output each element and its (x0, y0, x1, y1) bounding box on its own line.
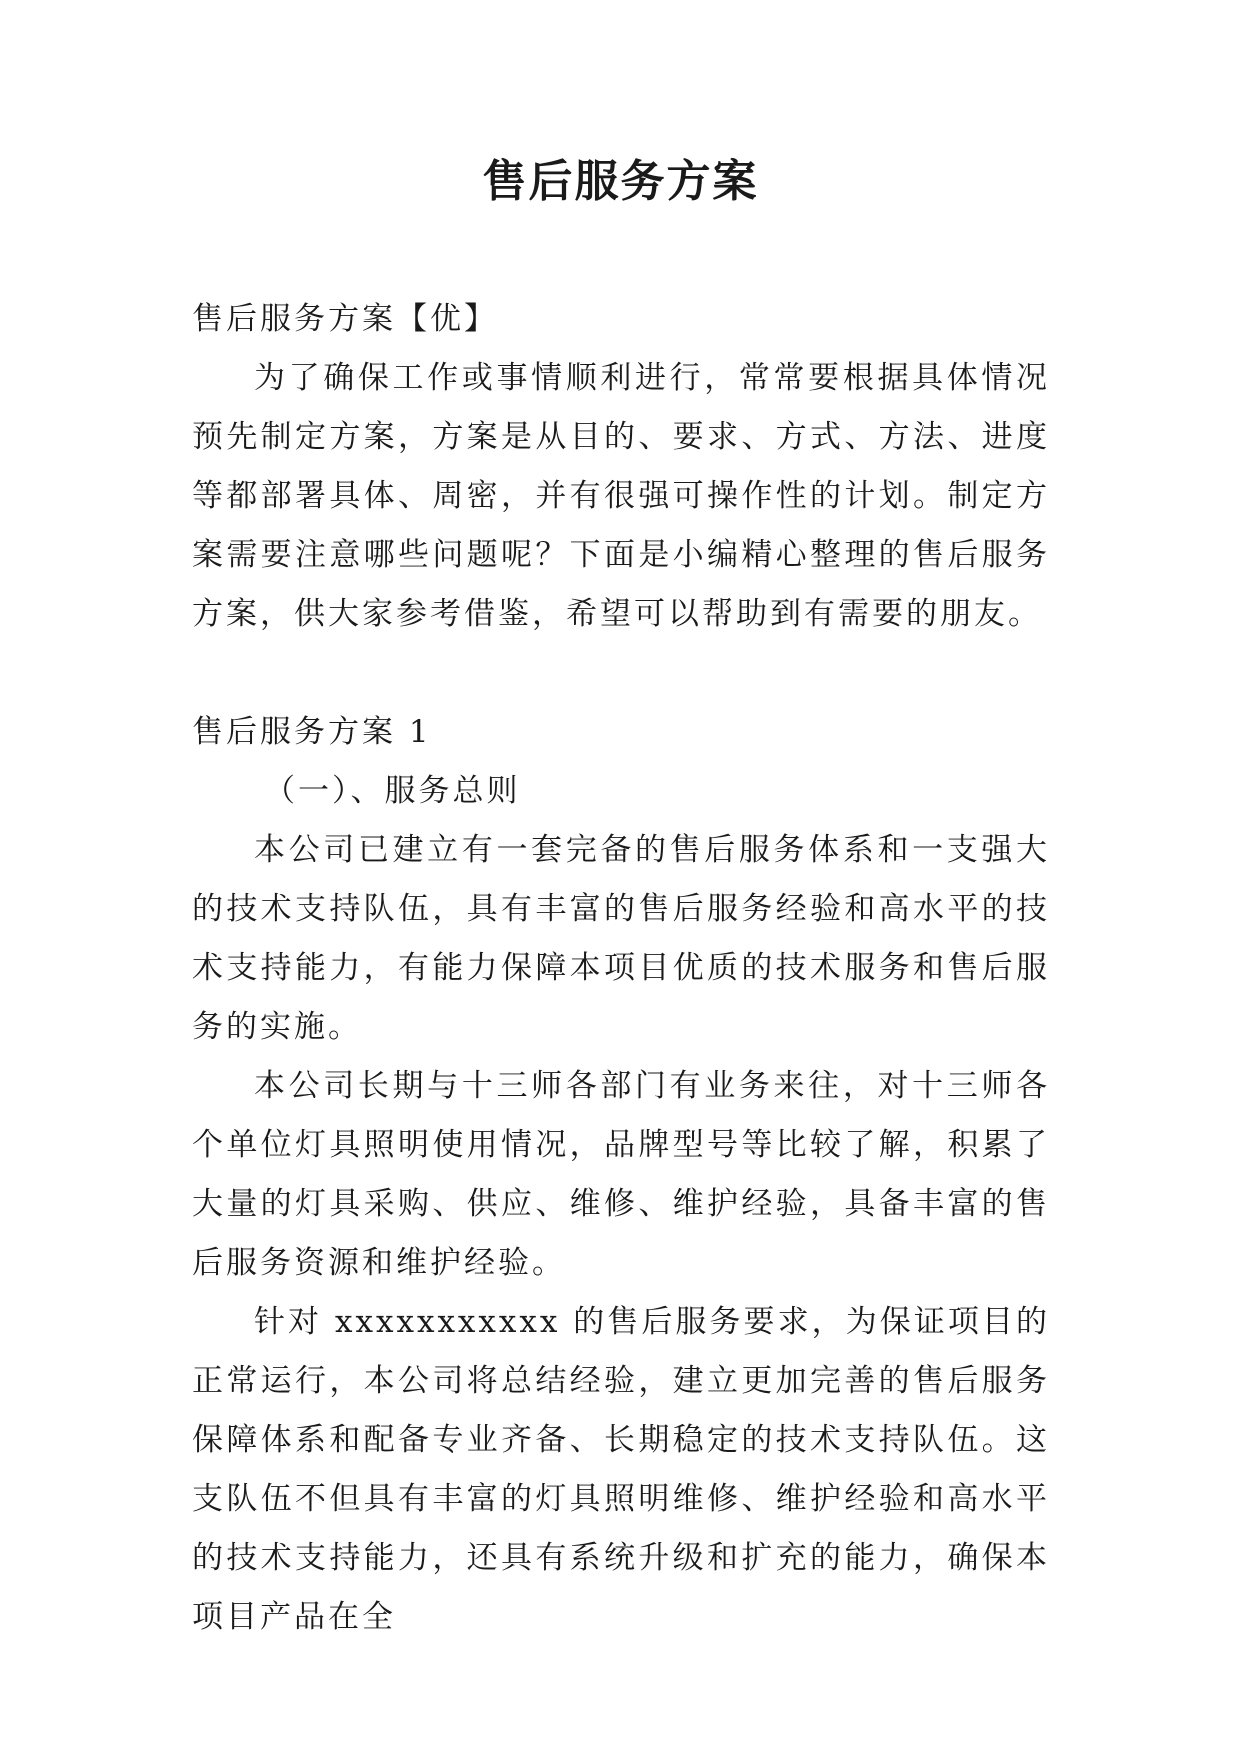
section-subheading: （一）、服务总则 (264, 773, 521, 809)
section-spacer (192, 644, 1050, 703)
document-subtitle: 售后服务方案【优】 (192, 301, 498, 337)
intro-paragraph: 为了确保工作或事情顺利进行，常常要根据具体情况预先制定方案，方案是从目的、要求、方式、方法、进度等都部署具体、周密，并有很强可操作性的计划。制定方案需要注意哪些问题呢？下面是小编精心整理的售后服务方案，供大家参考借鉴，希望可以帮助到有需要的朋友。 (192, 360, 1050, 632)
page-title: 售后服务方案 (482, 156, 759, 207)
body-paragraph: 针对 xxxxxxxxxxx 的售后服务要求，为保证项目的正常运行，本公司将总结经验，建立更加完善的售后服务保障体系和配备专业齐备、长期稳定的技术支持队伍。这支队伍不但具有丰富的灯具照明维修、维护经验和高水平的技术支持能力，还具有系统升级和扩充的能力，确保本项目产品在全 (192, 1304, 1050, 1635)
body-paragraph: 本公司已建立有一套完备的售后服务体系和一支强大的技术支持队伍，具有丰富的售后服务经验和高水平的技术支持能力，有能力保障本项目优质的技术服务和售后服务的实施。 (192, 832, 1050, 1045)
section-heading: 售后服务方案 1 (192, 714, 432, 750)
body-paragraph: 本公司长期与十三师各部门有业务来往，对十三师各个单位灯具照明使用情况，品牌型号等比较了解，积累了大量的灯具采购、供应、维修、维护经验，具备丰富的售后服务资源和维护经验。 (192, 1068, 1050, 1281)
document-body (192, 290, 1050, 1647)
